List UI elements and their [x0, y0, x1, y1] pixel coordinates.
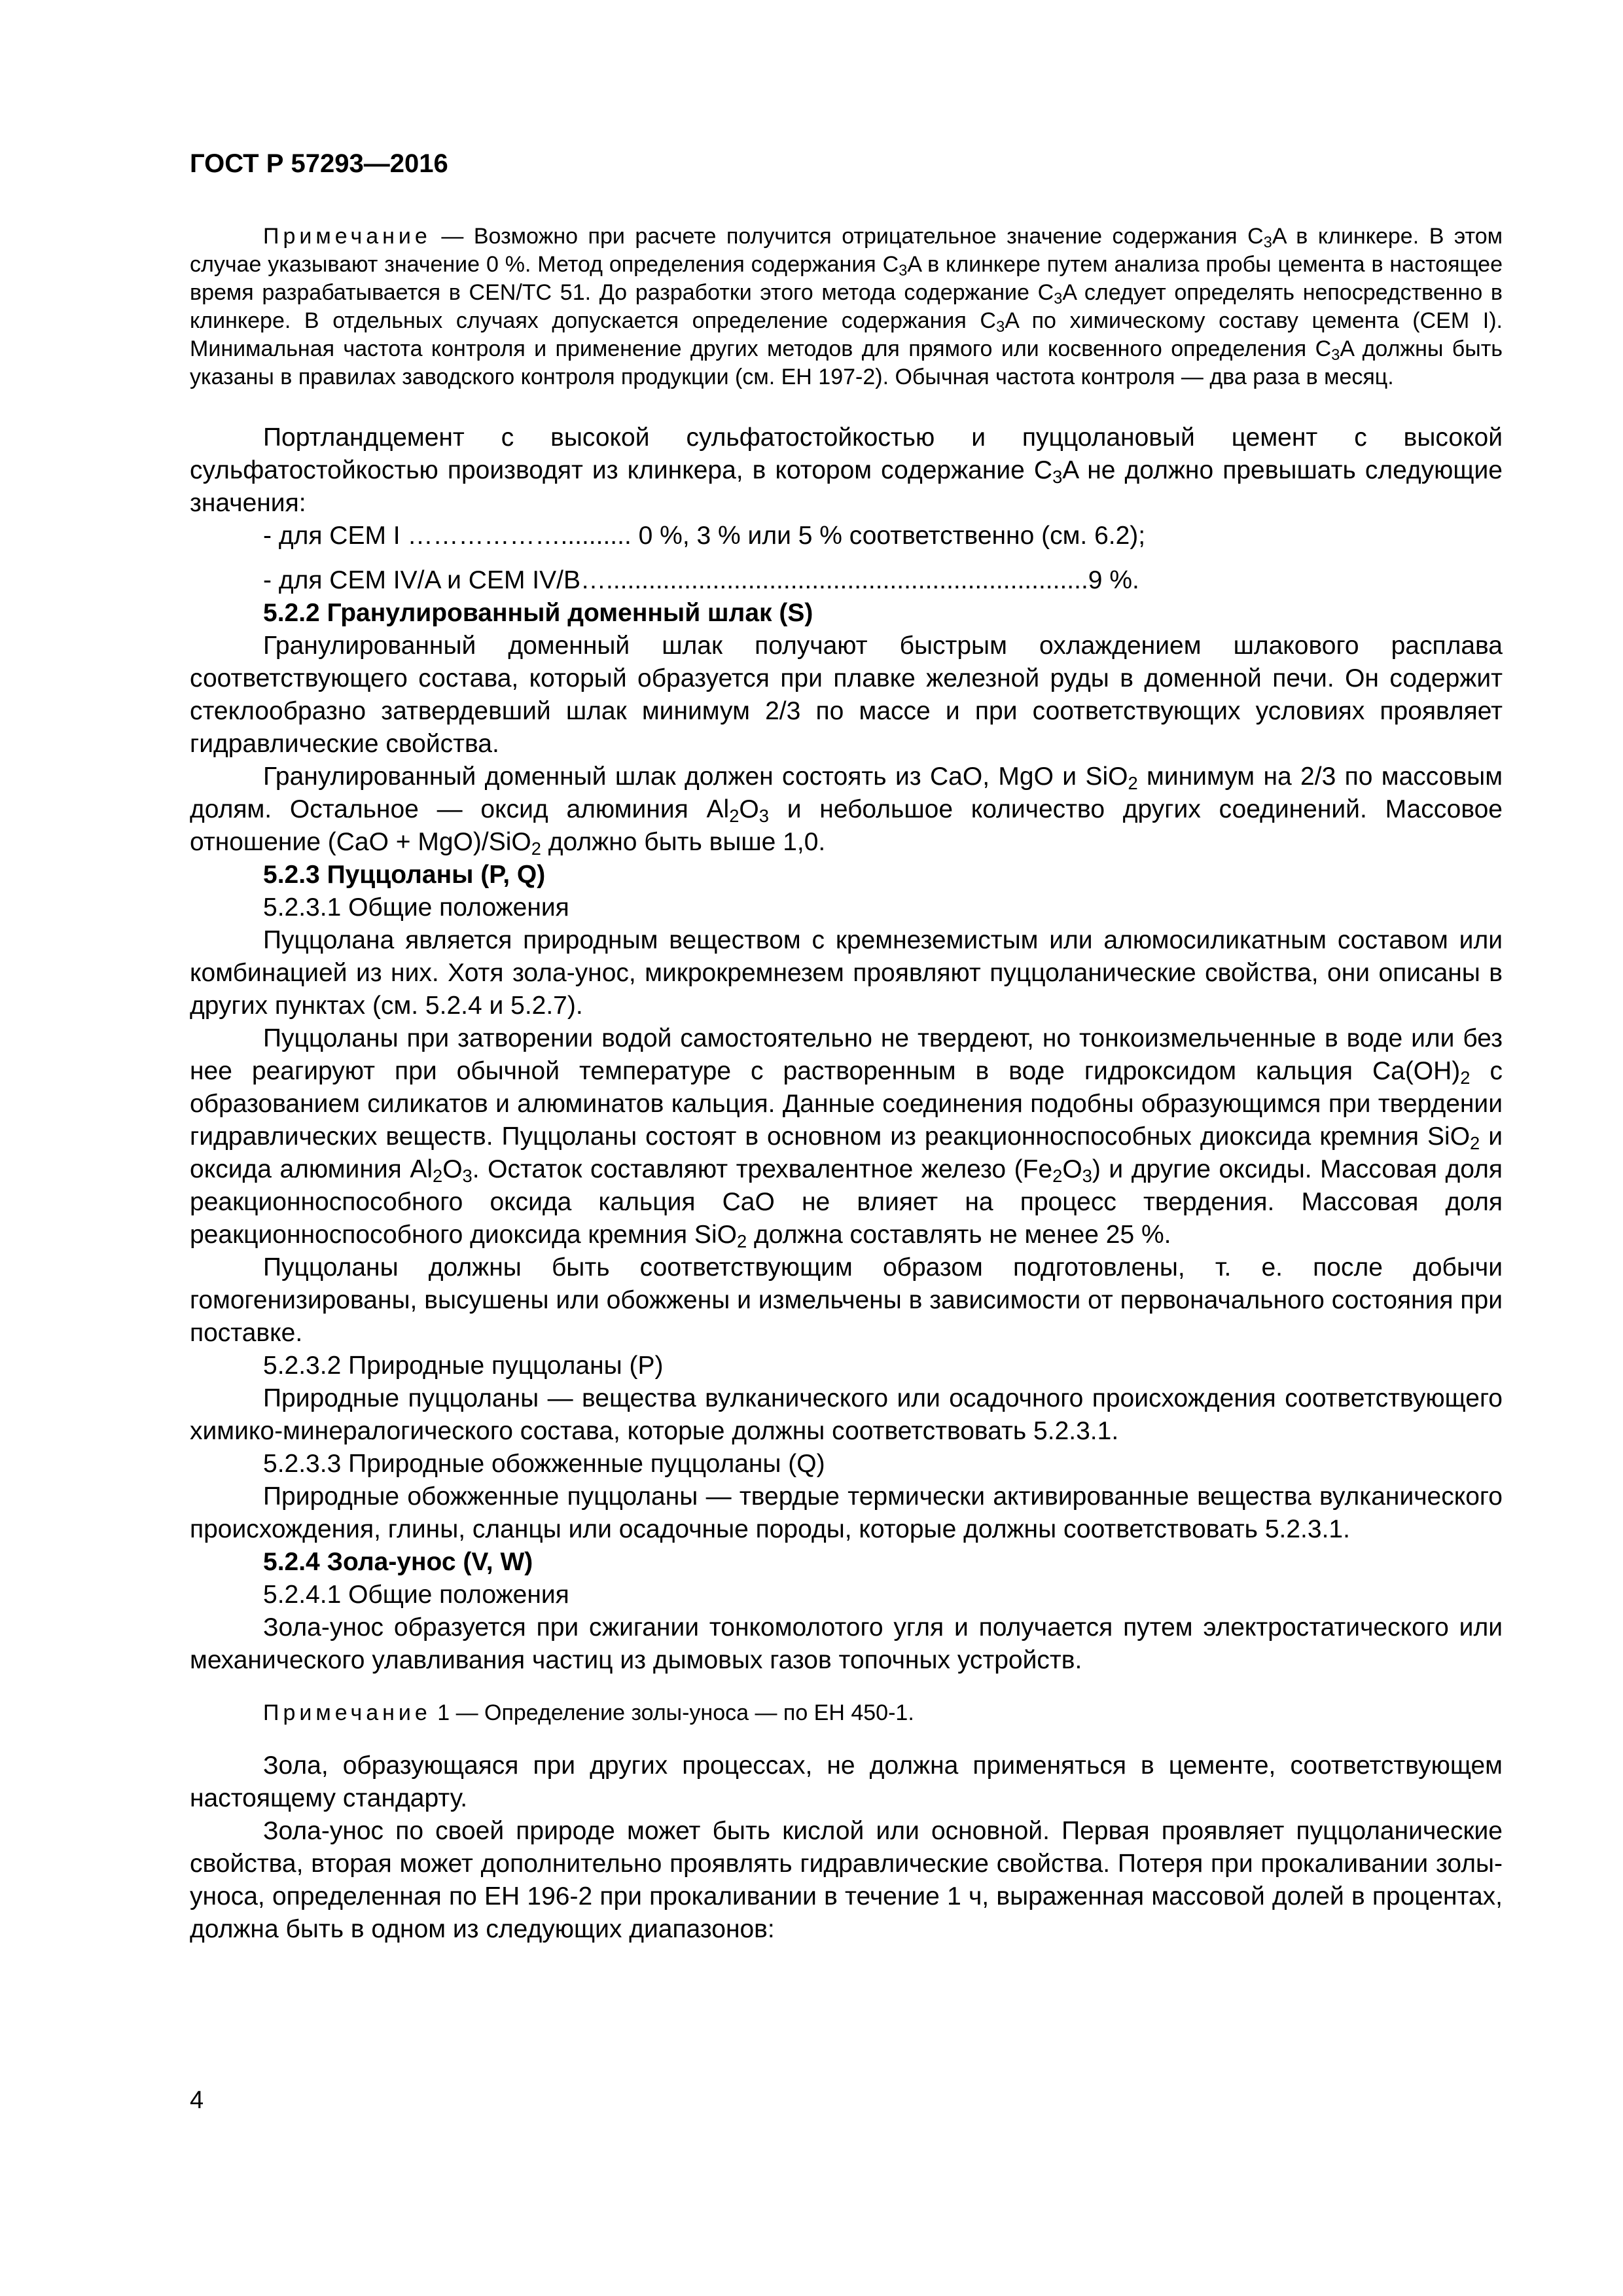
section-heading-5-2-3: 5.2.3 Пуццоланы (P, Q) [263, 861, 546, 889]
subsection-heading: 5.2.3.2 Природные пуццоланы (P) [263, 1352, 664, 1380]
note-paragraph: Примечание — Возможно при расчете получится отрицательное значение содержания $C_3A$ в клинкере. В этом случае указывают значение 0 %. Метод определения содержания $C_3A$ в клинкере путем анализа пробы цемента в настоящее время разрабатывается в CEN/TC 51. До разработки этого метода содержание $C_3A$ следует определять непосредственно в клинкере. В отдельных случаях допускается определение содержания $C_3A$ по химическому составу цемента (CEM I). Минимальная частота контроля и применение других методов для прямого или косвенного определения $C_3A$ должны быть указаны в правилах заводского контроля продукции (см. ЕН 197-2). Обычная частота контроля — два раза в месяц. [190, 224, 1503, 389]
document-code: ГОСТ Р 57293—2016 [190, 149, 448, 178]
list-item: - для CEM IV/A и CEM IV/B…....................................................................9 %. [263, 566, 1139, 594]
section-heading-5-2-2: 5.2.2 Гранулированный доменный шлак (S) [263, 599, 813, 627]
paragraph: Природные пуццоланы — вещества вулканического или осадочного происхождения соответствующего химико-минералогического состава, которые должны соответствовать 5.2.3.1. [190, 1384, 1503, 1445]
paragraph: Гранулированный доменный шлак должен состоять из CaO, MgO и SiO$_2$ минимум на 2/3 по массовым долям. Остальное — оксид алюминия $Al_2O_3$ и небольшое количество других соединений. Массовое отношение (CaO + MgO)/SiO$_2$ должно быть выше 1,0. [190, 762, 1503, 859]
list-item: - для CEM I ……………….......... 0 %, 3 % или 5 % соответственно (см. 6.2); [263, 522, 1146, 550]
page-content [190, 223, 1503, 1946]
subsection-heading: 5.2.3.3 Природные обожженные пуццоланы (Q) [263, 1450, 825, 1478]
paragraph: Пуццолана является природным веществом с кремнеземистым или алюмосиликатным составом или комбинацией из них. Хотя зола-унос, микрокремнезем проявляют пуццоланические свойства, они описаны в других пунктах (см. 5.2.4 и 5.2.7). [190, 926, 1503, 1020]
paragraph: Пуццоланы должны быть соответствующим образом подготовлены, т. е. после добычи гомогенизированы, высушены или обожжены и измельчены в зависимости от первоначального состояния при поставке. [190, 1253, 1503, 1347]
paragraph: Пуццоланы при затворении водой самостоятельно не твердеют, но тонкоизмельченные в воде или без нее реагируют при обычной температуре с растворенным в воде гидроксидом кальция $Ca(OH)_2$ с образованием силикатов и алюминатов кальция. Данные соединения подобны образующимся при твердении гидравлических веществ. Пуццоланы состоят в основном из реакционноспособных диоксида кремния SiO$_2$ и оксида алюминия $Al_2O_3$. Остаток составляют трехвалентное железо $(Fe_2O_3)$ и другие оксиды. Массовая доля реакционноспособного оксида кальция CaO не влияет на процесс твердения. Массовая доля реакционноспособного диоксида кремния SiO$_2$ должна составлять не менее 25 %. [190, 1024, 1503, 1251]
note-label: Примечание [263, 1700, 431, 1725]
paragraph: Гранулированный доменный шлак получают быстрым охлаждением шлакового расплава соответствующего состава, который образуется при плавке железной руды в доменной печи. Он содержит стеклообразно затвердевший шлак минимум 2/3 по массе и при соответствующих условиях проявляет гидравлические свойства. [190, 632, 1503, 758]
paragraph: Зола, образующаяся при других процессах, не должна применяться в цементе, соответствующем настоящему стандарту. [190, 1751, 1503, 1812]
paragraph: Зола-унос по своей природе может быть кислой или основной. Первая проявляет пуццоланические свойства, вторая может дополнительно проявлять гидравлические свойства. Потеря при прокаливании золы-уноса, определенная по ЕН 196-2 при прокаливании в течение 1 ч, выраженная массовой долей в процентах, должна быть в одном из следующих диапазонов: [190, 1817, 1503, 1943]
paragraph: Зола-унос образуется при сжигании тонкомолотого угля и получается путем электростатического или механического улавливания частиц из дымовых газов топочных устройств. [190, 1613, 1503, 1674]
section-heading-5-2-4: 5.2.4 Зола-унос (V, W) [263, 1548, 533, 1576]
page-number: 4 [190, 2087, 204, 2114]
paragraph-portland-cement: Портландцемент с высокой сульфатостойкостью и пуццолановый цемент с высокой сульфатостойкостью производят из клинкера, в котором содержание $C_3A$ не должно превышать следующие значения: [190, 423, 1503, 517]
document-page [190, 0, 1503, 2296]
note-label: Примечание [263, 224, 431, 249]
note-paragraph: Примечание 1 — Определение золы-уноса — по ЕН 450-1. [263, 1700, 914, 1725]
subsection-heading: 5.2.4.1 Общие положения [263, 1581, 569, 1609]
paragraph: Природные обожженные пуццоланы — твердые термически активированные вещества вулканического происхождения, глины, сланцы или осадочные породы, которые должны соответствовать 5.2.3.1. [190, 1482, 1503, 1543]
subsection-heading: 5.2.3.1 Общие положения [263, 893, 569, 922]
